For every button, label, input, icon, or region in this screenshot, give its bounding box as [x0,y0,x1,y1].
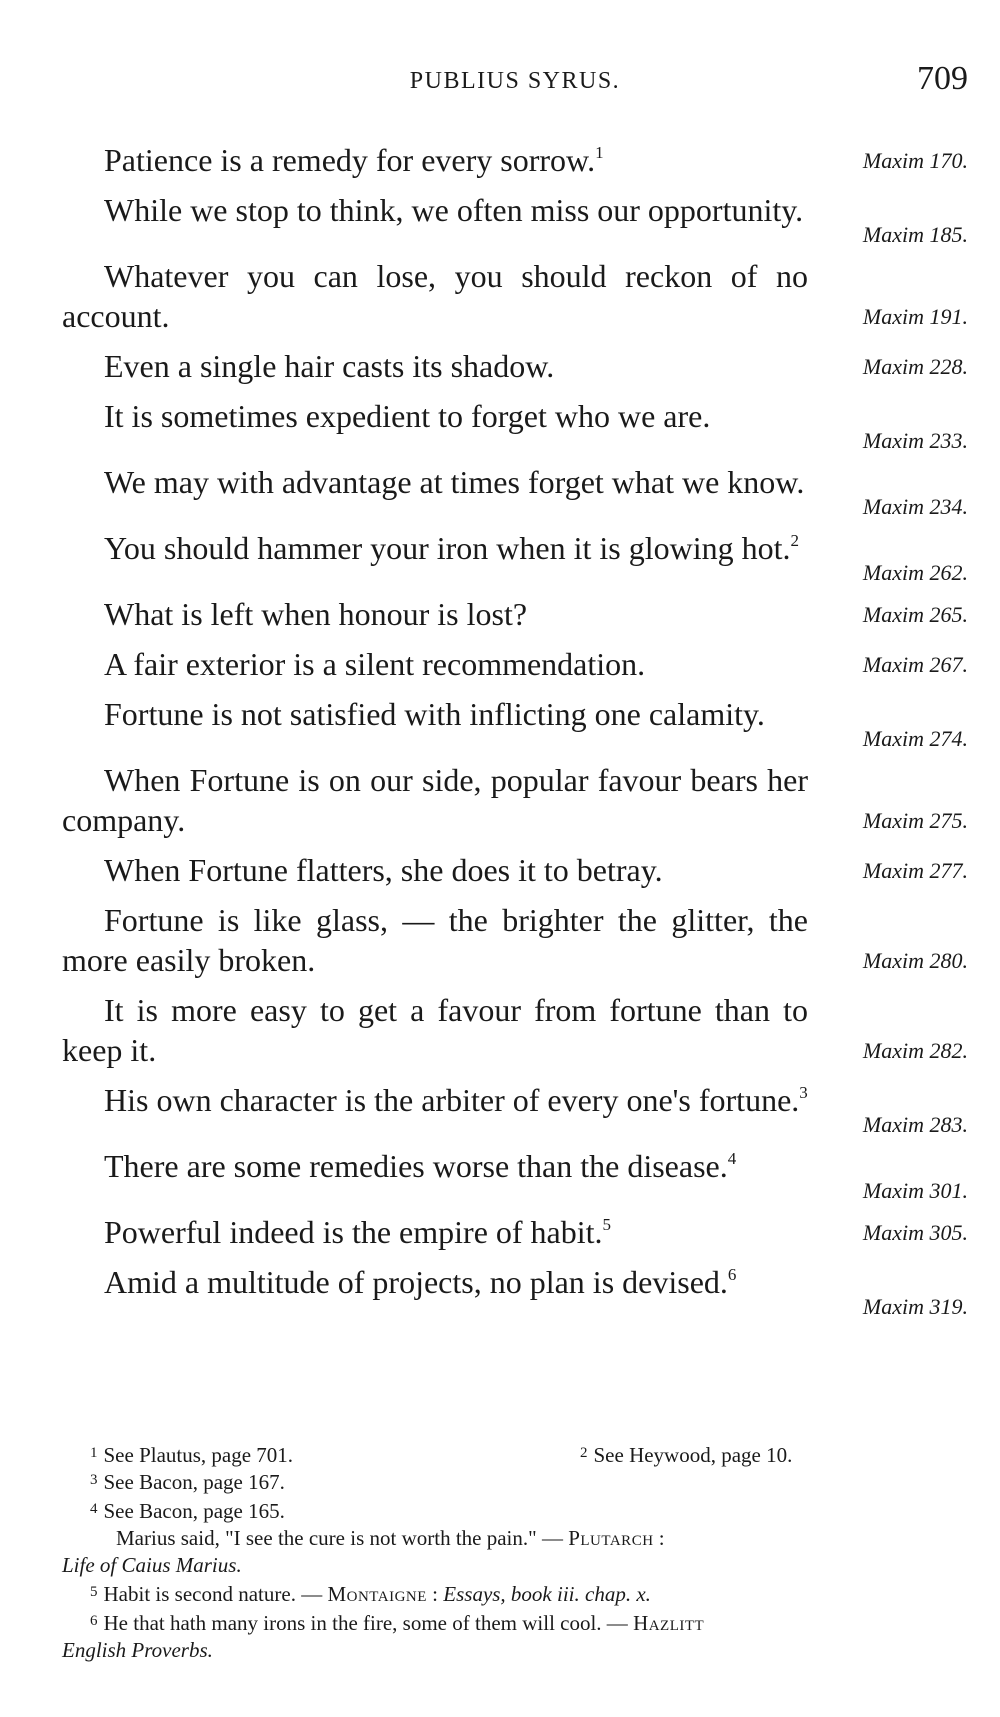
maxim-text: Whatever you can lose, you should reckon of no account. [62,258,808,334]
maxim-text: When Fortune is on our side, popular favour bears her company. [62,762,808,838]
maxim-entry [62,760,968,840]
maxim-list [62,140,968,1328]
maxim-entry [62,1146,968,1202]
maxim-reference: Maxim 319. [862,1294,968,1319]
maxim-reference: Maxim 233. [862,428,968,453]
footnote-4-continuation: Marius said, "I see the cure is not worth the pain." — Plutarch : [116,1526,665,1550]
maxim-text: You should hammer your iron when it is glowing hot.$^2$ [104,530,800,566]
maxim-entry [62,346,968,386]
running-title: PUBLIUS SYRUS. [409,68,621,94]
footnote-3: $^3$ See Bacon, page 167. [90,1470,285,1494]
maxim-text: Even a single hair casts its shadow. [104,348,555,384]
maxim-entry [62,140,968,180]
footnote-marker: 2 [790,531,800,550]
page-header [62,60,968,104]
maxim-text: Amid a multitude of projects, no plan is devised.$^6$ [104,1264,737,1300]
maxim-text: A fair exterior is a silent recommendation. [104,646,646,682]
maxim-reference: Maxim 301. [862,1178,968,1203]
page-number: 709 [917,60,968,97]
maxim-text: We may with advantage at times forget what we know. [104,464,805,500]
maxim-entry [62,462,968,518]
footnote-marker: 1 [595,143,604,162]
footnote-6-source: English Proverbs. [62,1638,213,1662]
maxim-reference: Maxim 191. [862,304,968,329]
maxim-entry [62,396,968,452]
maxim-text: When Fortune flatters, she does it to betray. [104,852,663,888]
maxim-text: There are some remedies worse than the disease.$^4$ [104,1148,737,1184]
footnote-row [62,1440,968,1467]
footnote-4: $^4$ See Bacon, page 165. [90,1499,285,1523]
footnote-marker: 6 [727,1265,737,1284]
maxim-text: Fortune is like glass, — the brighter the glitter, the more easily broken. [62,902,808,978]
maxim-entry [62,528,968,584]
footnote-marker: 3 [799,1083,808,1102]
maxim-text: It is sometimes expedient to forget who we are. [104,398,711,434]
maxim-entry [62,850,968,890]
maxim-entry [62,990,968,1070]
footnote-5: $^5$ Habit is second nature. — Montaigne : Essays, book iii. chap. x. [90,1582,651,1606]
maxim-text: Fortune is not satisfied with inflicting one calamity. [104,696,765,732]
maxim-reference: Maxim 280. [862,948,968,973]
maxim-reference: Maxim 185. [862,222,968,247]
maxim-reference: Maxim 234. [862,494,968,519]
maxim-entry [62,1212,968,1252]
maxim-text: While we stop to think, we often miss our opportunity. [104,192,804,228]
maxim-entry [62,1262,968,1318]
maxim-reference: Maxim 262. [862,560,968,585]
maxim-reference: Maxim 170. [862,148,968,173]
maxim-entry [62,900,968,980]
maxim-reference: Maxim 274. [862,726,968,751]
maxim-reference: Maxim 277. [862,858,968,883]
maxim-text: Powerful indeed is the empire of habit.$^5$ [104,1214,612,1250]
maxim-entry [62,694,968,750]
footnote-1: $^1$ See Plautus, page 701. [90,1443,294,1467]
maxim-entry [62,190,968,246]
maxim-reference: Maxim 228. [862,354,968,379]
footnote-2: $^2$ See Heywood, page 10. [580,1443,793,1467]
footnote-marker: 4 [727,1149,737,1168]
maxim-entry [62,1080,968,1136]
maxim-entry [62,594,968,634]
footnotes [62,1440,968,1664]
maxim-text: Patience is a remedy for every sorrow.$^1$ [104,142,604,178]
maxim-reference: Maxim 267. [862,652,968,677]
maxim-reference: Maxim 265. [862,602,968,627]
maxim-reference: Maxim 305. [862,1220,968,1245]
maxim-text: What is left when honour is lost? [104,596,528,632]
maxim-reference: Maxim 282. [862,1038,968,1063]
book-page [62,0,968,1717]
footnote-marker: 5 [602,1215,612,1234]
maxim-entry [62,256,968,336]
footnote-6: $^6$ He that hath many irons in the fire, some of them will cool. — Hazlitt [90,1611,705,1635]
maxim-reference: Maxim 275. [862,808,968,833]
footnote-4-source: Life of Caius Marius. [62,1553,242,1577]
maxim-reference: Maxim 283. [862,1112,968,1137]
maxim-entry [62,644,968,684]
maxim-text: It is more easy to get a favour from fortune than to keep it. [62,992,808,1068]
maxim-text: His own character is the arbiter of every one's fortune.$^3$ [104,1082,808,1118]
